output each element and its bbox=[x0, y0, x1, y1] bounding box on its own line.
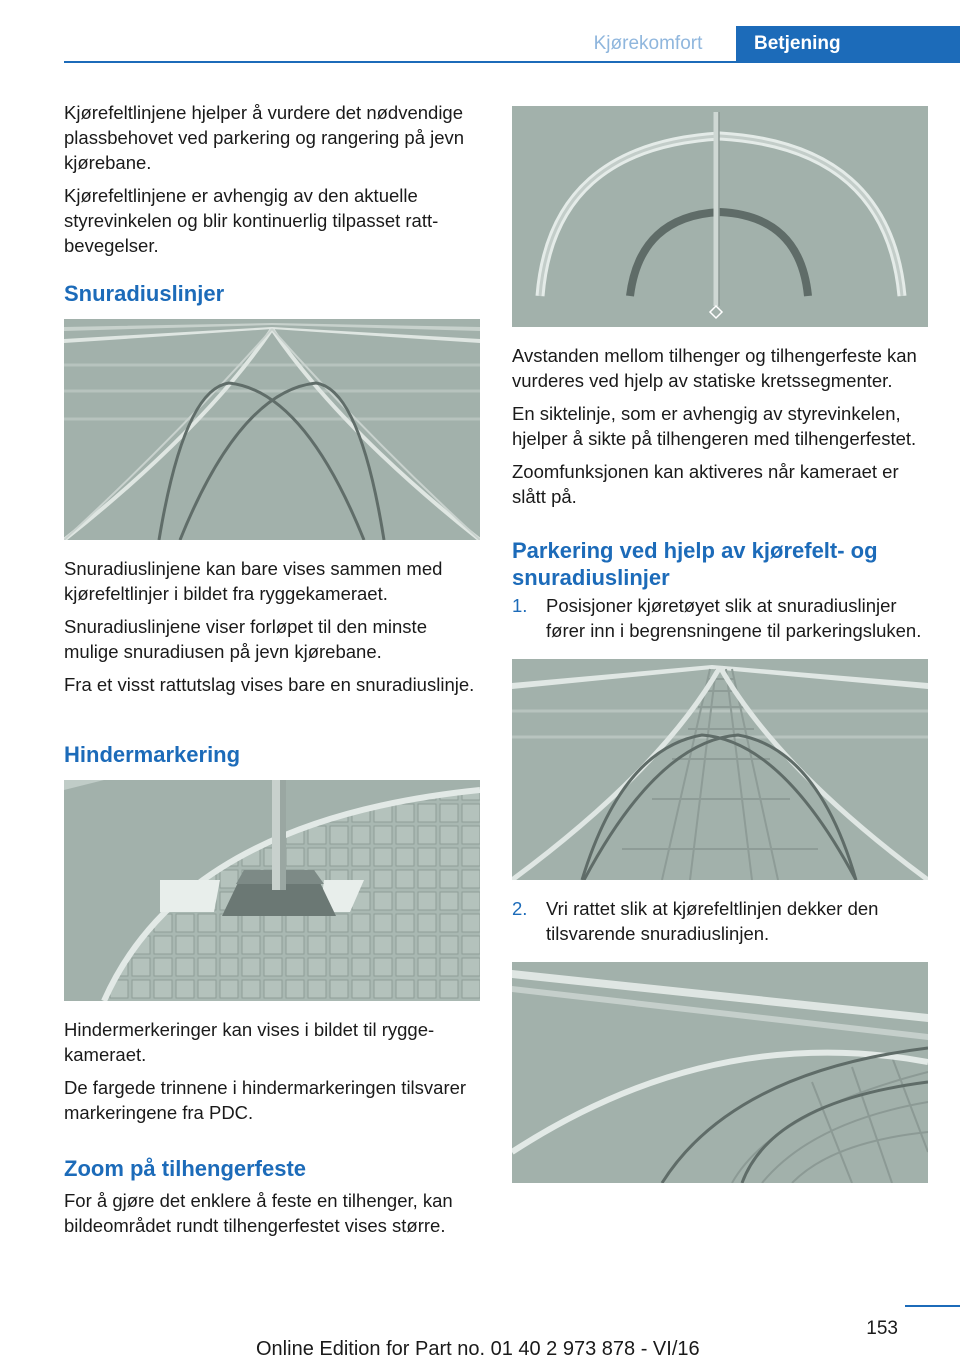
figure-obstacle-marking bbox=[64, 780, 480, 1001]
heading-zoom-trailer: Zoom på tilhengerfeste bbox=[64, 1156, 307, 1181]
figure-parking-lines bbox=[512, 659, 928, 880]
paragraph: En siktelinje, som er avhengig av styrevinkelen, hjelper å sikte på tilhengeren med tilhengerfestet. bbox=[512, 403, 917, 449]
paragraph: Zoomfunksjonen kan aktiveres når kameraet er slått på. bbox=[512, 461, 899, 507]
parking-steps-continued bbox=[512, 896, 930, 946]
paragraph: Kjørefeltlinjene er avhengig av den aktuelle styrevinkelen og blir kontinuerlig tilpasset rattbevegelser. bbox=[64, 185, 439, 256]
list-item bbox=[512, 896, 930, 946]
paragraph: For å gjøre det enklere å feste en tilhenger, kan bildeområdet rundt tilhengerfestet vises større. bbox=[64, 1190, 453, 1236]
paragraph: Avstanden mellom tilhenger og tilhengerfeste kan vurderes ved hjelp av statiske kretssegmenter. bbox=[512, 345, 917, 391]
left-column bbox=[64, 100, 482, 1246]
header-section: Kjørekomfort bbox=[593, 33, 703, 54]
paragraph: De fargede trinnene i hindermarkeringen tilsvarer markeringene fra PDC. bbox=[64, 1077, 467, 1123]
paragraph: Snuradiuslinjene viser forløpet til den minste mulige snuradiusen på jevn kjørebane. bbox=[64, 616, 427, 662]
parking-steps bbox=[512, 593, 930, 643]
footer-rule bbox=[905, 1305, 960, 1307]
page-number: 153 bbox=[866, 1318, 898, 1339]
header-tab: Betjening bbox=[736, 26, 960, 62]
figure-turning-radius-lines bbox=[64, 319, 480, 540]
edition-footer: Online Edition for Part no. 01 40 2 973 878 - VI/16 bbox=[256, 1338, 700, 1360]
figure-aligned-lines bbox=[512, 962, 928, 1183]
heading-hindermarkering: Hindermarkering bbox=[64, 742, 241, 767]
right-column bbox=[512, 106, 930, 1199]
step-text: Vri rattet slik at kjørefeltlinjen dekker den tilsvarende snuradiuslinjen. bbox=[546, 898, 879, 944]
paragraph: Kjørefeltlinjene hjelper å vurdere det nødvendige plassbehovet ved parkering og rangering på jevn kjørebane. bbox=[64, 102, 465, 173]
header-rule bbox=[64, 61, 960, 63]
figure-trailer-coupling-zoom bbox=[512, 106, 928, 327]
step-number: 2. bbox=[512, 898, 528, 919]
paragraph: Fra et visst rattutslag vises bare en snuradiuslinje. bbox=[64, 674, 475, 695]
step-text: Posisjoner kjøretøyet slik at snuradiuslinjer fører inn i begrensningene til parkeringsluken. bbox=[546, 595, 922, 641]
paragraph: Hindermerkeringer kan vises i bildet til ryggekameraet. bbox=[64, 1019, 435, 1065]
step-number: 1. bbox=[512, 595, 528, 616]
heading-parking: Parkering ved hjelp av kjørefelt- og snuradiuslinjer bbox=[512, 538, 878, 590]
paragraph: Snuradiuslinjene kan bare vises sammen med kjørefeltlinjer i bildet fra ryggekameraet. bbox=[64, 558, 443, 604]
list-item bbox=[512, 593, 930, 643]
heading-snuradiuslinjer: Snuradiuslinjer bbox=[64, 281, 225, 306]
